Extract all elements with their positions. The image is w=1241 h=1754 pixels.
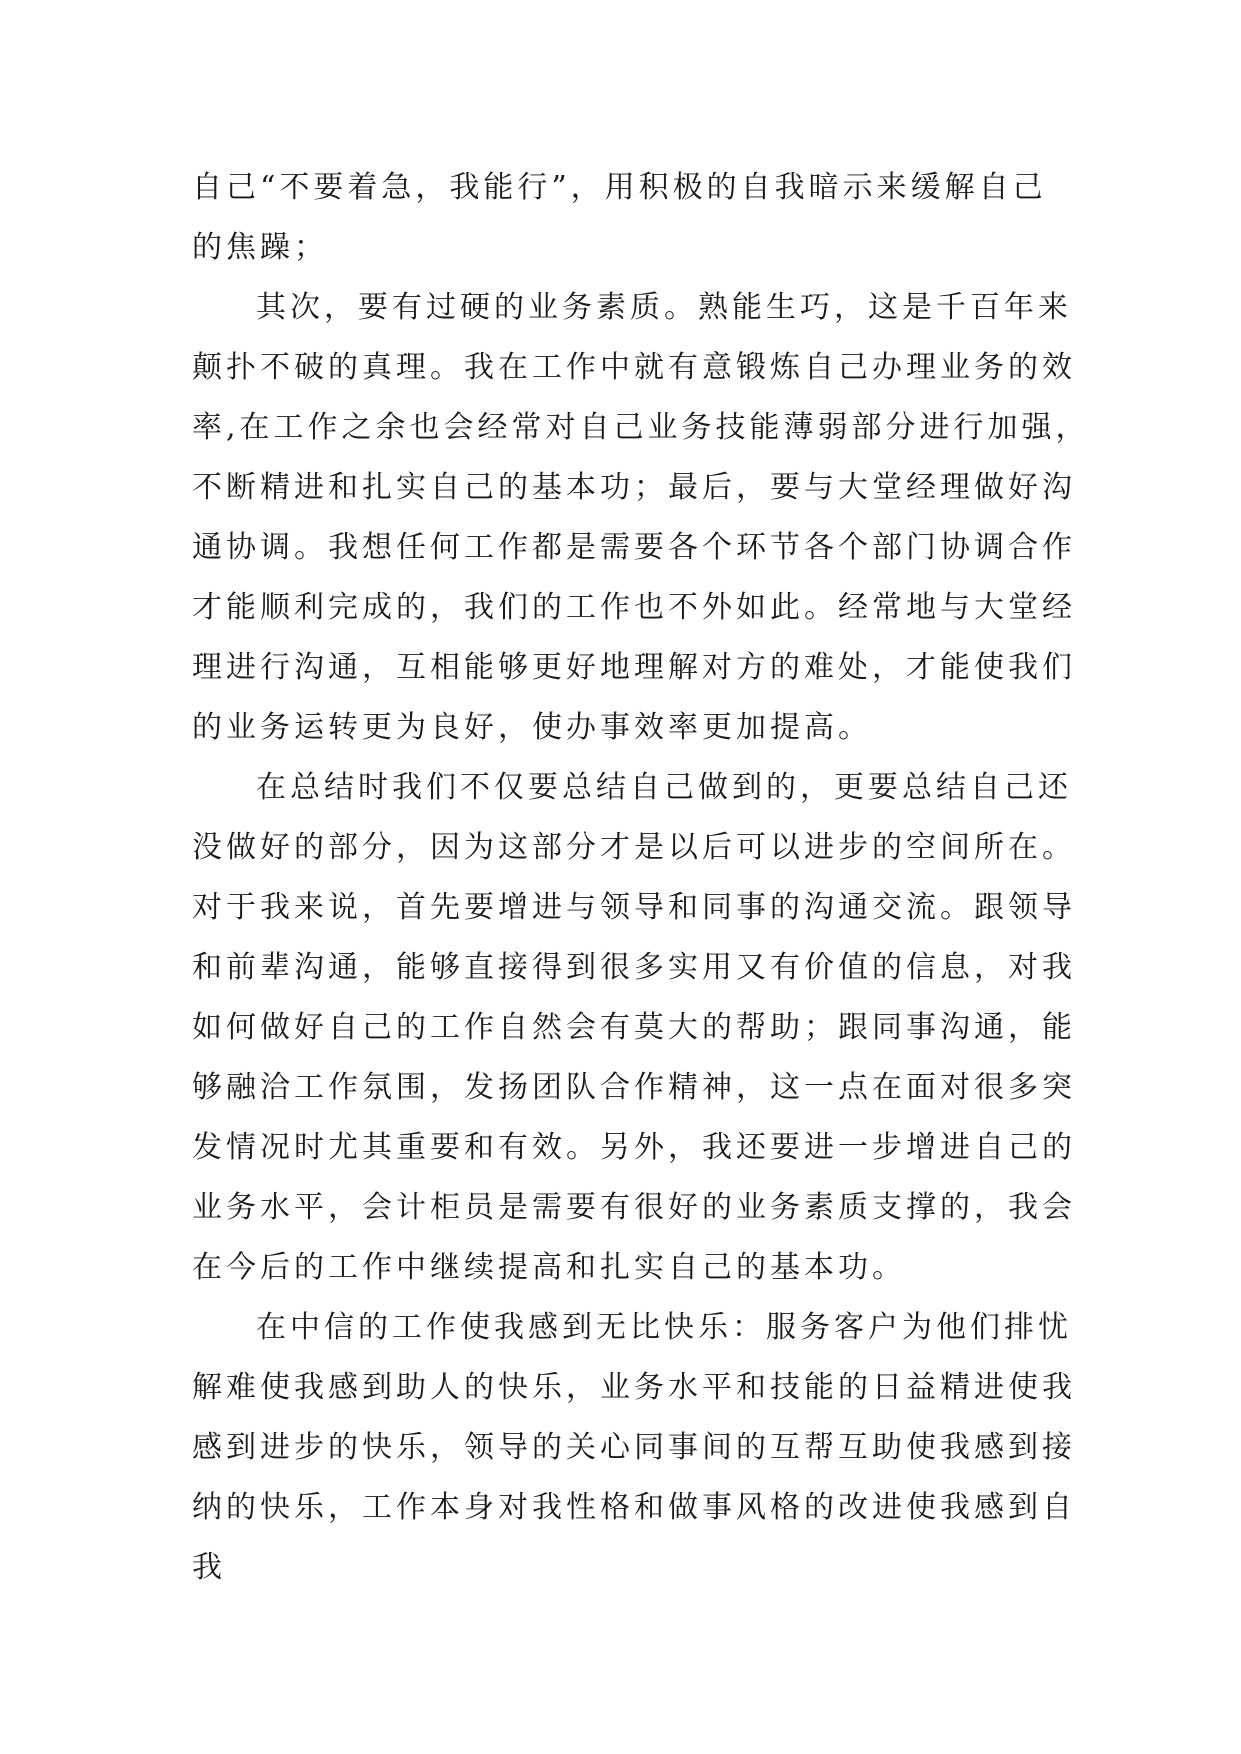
text-line: 和前辈沟通，能够直接得到很多实用又有价值的信息，对我 <box>192 950 1076 985</box>
text-line: 的焦躁； <box>192 230 328 265</box>
text-line: 颠扑不破的真理。我在工作中就有意锻炼自己办理业务的效 <box>192 350 1076 385</box>
paragraph-start-line: 在中信的工作使我感到无比快乐：服务客户为他们排忧 <box>256 1310 1072 1345</box>
paragraph-start-line: 在总结时我们不仅要总结自己做到的，更要总结自己还 <box>256 770 1072 805</box>
text-line: 通协调。我想任何工作都是需要各个环节各个部门协调合作 <box>192 530 1076 565</box>
text-line: 不断精进和扎实自己的基本功；最后，要与大堂经理做好沟 <box>192 470 1076 505</box>
text-line: 发情况时尤其重要和有效。另外，我还要进一步增进自己的 <box>192 1130 1076 1165</box>
text-line: 我 <box>192 1550 226 1585</box>
paragraph-start-line: 其次，要有过硬的业务素质。熟能生巧，这是千百年来 <box>256 290 1072 325</box>
text-line: 如何做好自己的工作自然会有莫大的帮助；跟同事沟通，能 <box>192 1010 1076 1045</box>
text-line: 感到进步的快乐，领导的关心同事间的互帮互助使我感到接 <box>192 1430 1076 1465</box>
body-text <box>192 158 1090 1598</box>
text-line: 纳的快乐，工作本身对我性格和做事风格的改进使我感到自 <box>192 1490 1076 1525</box>
text-line: 没做好的部分，因为这部分才是以后可以进步的空间所在。 <box>192 830 1076 865</box>
text-line: 率,在工作之余也会经常对自己业务技能薄弱部分进行加强， <box>192 410 1090 445</box>
text-line: 业务水平，会计柜员是需要有很好的业务素质支撑的，我会 <box>192 1190 1076 1225</box>
text-line: 才能顺利完成的，我们的工作也不外如此。经常地与大堂经 <box>192 590 1076 625</box>
text-line: 在今后的工作中继续提高和扎实自己的基本功。 <box>192 1250 906 1285</box>
text-line: 理进行沟通，互相能够更好地理解对方的难处，才能使我们 <box>192 650 1076 685</box>
text-line: 对于我来说，首先要增进与领导和同事的沟通交流。跟领导 <box>192 890 1076 925</box>
text-line: 够融洽工作氛围，发扬团队合作精神，这一点在面对很多突 <box>192 1070 1076 1105</box>
text-line: 解难使我感到助人的快乐，业务水平和技能的日益精进使我 <box>192 1370 1076 1405</box>
text-line: 自己“不要着急，我能行”，用积极的自我暗示来缓解自己 <box>192 170 1047 205</box>
text-line: 的业务运转更为良好，使办事效率更加提高。 <box>192 710 872 745</box>
